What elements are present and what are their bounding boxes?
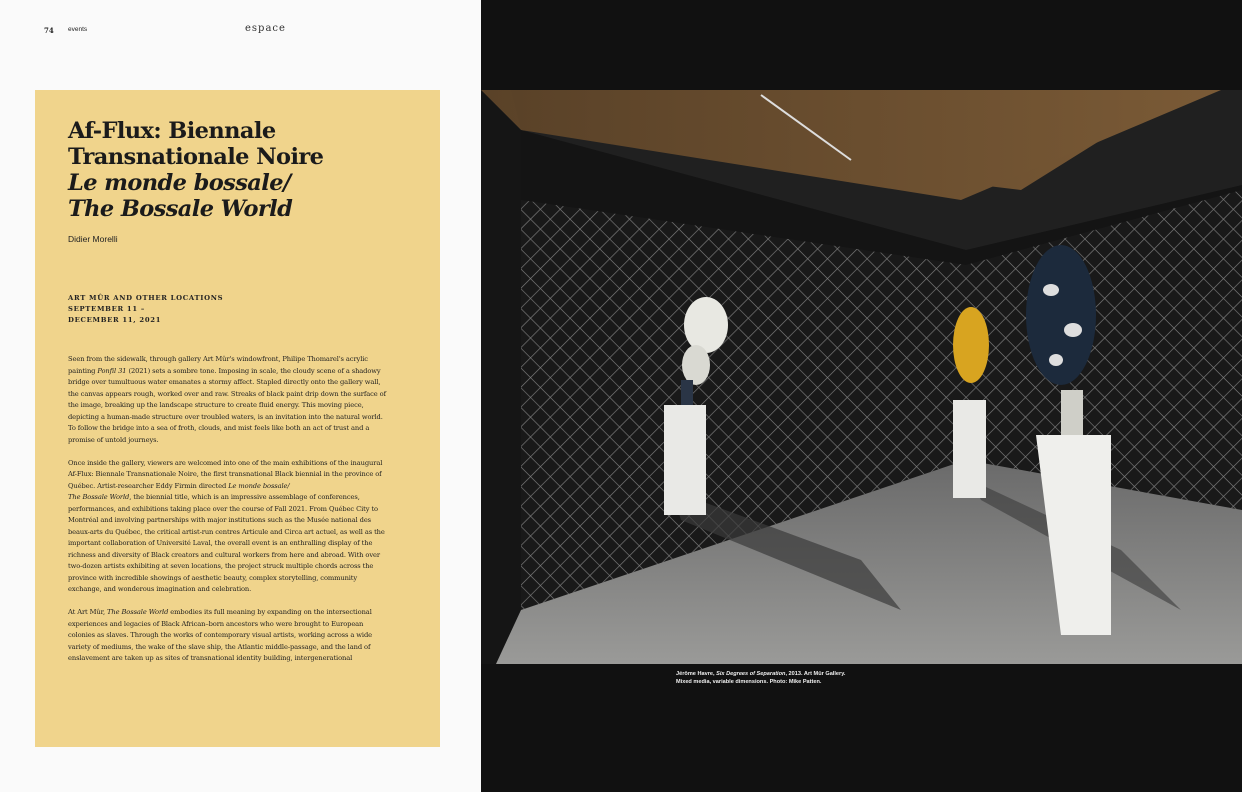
section-label: events <box>68 26 88 33</box>
subtitle-line-1: Le monde bossale/ <box>68 170 291 196</box>
sculpture-yellow <box>953 307 989 383</box>
p2-text-b: , the biennial title, which is an impressive assemblage of conferences, performances, and exhibitions taking place over the course of Fall 2021. From Québec City to Montréal and involving partnerships with major institutions such as the Musée national des beaux-arts du Québec, the critical artist-run centres Articule and Circa art actuel, as well as the important collaboration of Université Laval, the overall event is an enthralling display of the richness and diversity of Black creators and cultural workers from here and abroad. With over two-dozen artists exhibiting at seven locations, the project struck multiple chords across the province with incredible showings of aesthetic beauty, complex storytelling, community exchange, and wonderous imagination and celebration. <box>68 493 385 593</box>
right-page <box>481 0 1242 792</box>
gallery-installation-photo <box>481 90 1242 664</box>
p1-text-a: Seen from the sidewalk, through gallery Art Mûr's windowfront, Philipe Thomarel's acrylic painting <box>68 355 368 375</box>
installation-illustration <box>481 90 1242 664</box>
p1-work-title: Ponfil 31 <box>97 366 127 375</box>
title-line-1: Af-Flux: Biennale <box>68 118 276 144</box>
venue: ART MÛR AND OTHER LOCATIONS <box>68 294 224 302</box>
author-byline: Didier Morelli <box>68 234 118 244</box>
subtitle-line-2: The Bossale World <box>68 196 293 222</box>
sculpture-white <box>684 297 728 353</box>
paragraph-1 <box>68 354 390 446</box>
caption-work-title: Six Degrees of Separation <box>716 671 786 677</box>
article-panel <box>35 90 440 747</box>
article-title <box>68 118 418 222</box>
dates-line-2: DECEMBER 11, 2021 <box>68 316 162 324</box>
p2-work-title-1: Le monde bossale/ <box>228 481 290 490</box>
dates-line-1: SEPTEMBER 11 – <box>68 305 145 313</box>
caption-line-1 <box>676 671 936 679</box>
left-wall-edge <box>481 90 521 664</box>
caption-artist: Jérôme Havre, <box>676 671 717 677</box>
paragraph-2 <box>68 458 390 596</box>
p2-work-title-2: The Bossale World <box>68 493 130 501</box>
left-page <box>0 0 481 792</box>
p2-text-a: Once inside the gallery, viewers are welcomed into one of the main exhibitions of the inaugural Af-Flux: Biennale Transnationale Noire, the first transnational Black biennial in the province of Québec. Artist-researcher Eddy Firmin directed <box>68 458 383 490</box>
pedestal-left <box>664 405 706 515</box>
title-line-2: Transnationale Noire <box>68 144 324 170</box>
paragraph-3 <box>68 607 390 665</box>
caption-line1-rest: , 2013. Art Mûr Gallery. <box>785 671 846 677</box>
p1-text-b: (2021) sets a sombre tone. Imposing in scale, the cloudy scene of a shadowy bridge over tumultuous water emanates a stormy affect. Stapled directly onto the gallery wall, the canvas appears rough, worked over and raw. Streaks of black paint drip down the surface of the image, breaking up the landscape structure to create fluid energy. This moving piece, depicting a human-made structure over troubled waters, is an invitation into the natural world. To follow the bridge into a sea of froth, clouds, and mist feels like both an act of trust and a promise of untold journeys. <box>68 366 386 444</box>
p3-text-b: embodies its full meaning by expanding on the intersectional experiences and legacies of Black African–born ancestors who were brought to European colonies as slaves. Through the works of contemporary visual artists, working across a wide variety of mediums, the wake of the slave ship, the Atlantic middle-passage, and the land of enslavement are taken up as sites of transnational identity building, intergenerational <box>68 608 372 662</box>
page-number: 74 <box>44 26 54 35</box>
publication-logo: espace <box>245 23 286 34</box>
caption-line-2: Mixed media, variable dimensions. Photo: Mike Patten. <box>676 678 822 685</box>
photo-caption <box>676 671 936 686</box>
event-info <box>68 293 223 326</box>
article-body <box>68 354 390 676</box>
pedestal-middle <box>953 400 986 498</box>
p3-work-title: The Bossale World <box>107 608 169 616</box>
running-head <box>44 22 444 36</box>
p3-text-a: At Art Mûr, <box>68 608 108 616</box>
